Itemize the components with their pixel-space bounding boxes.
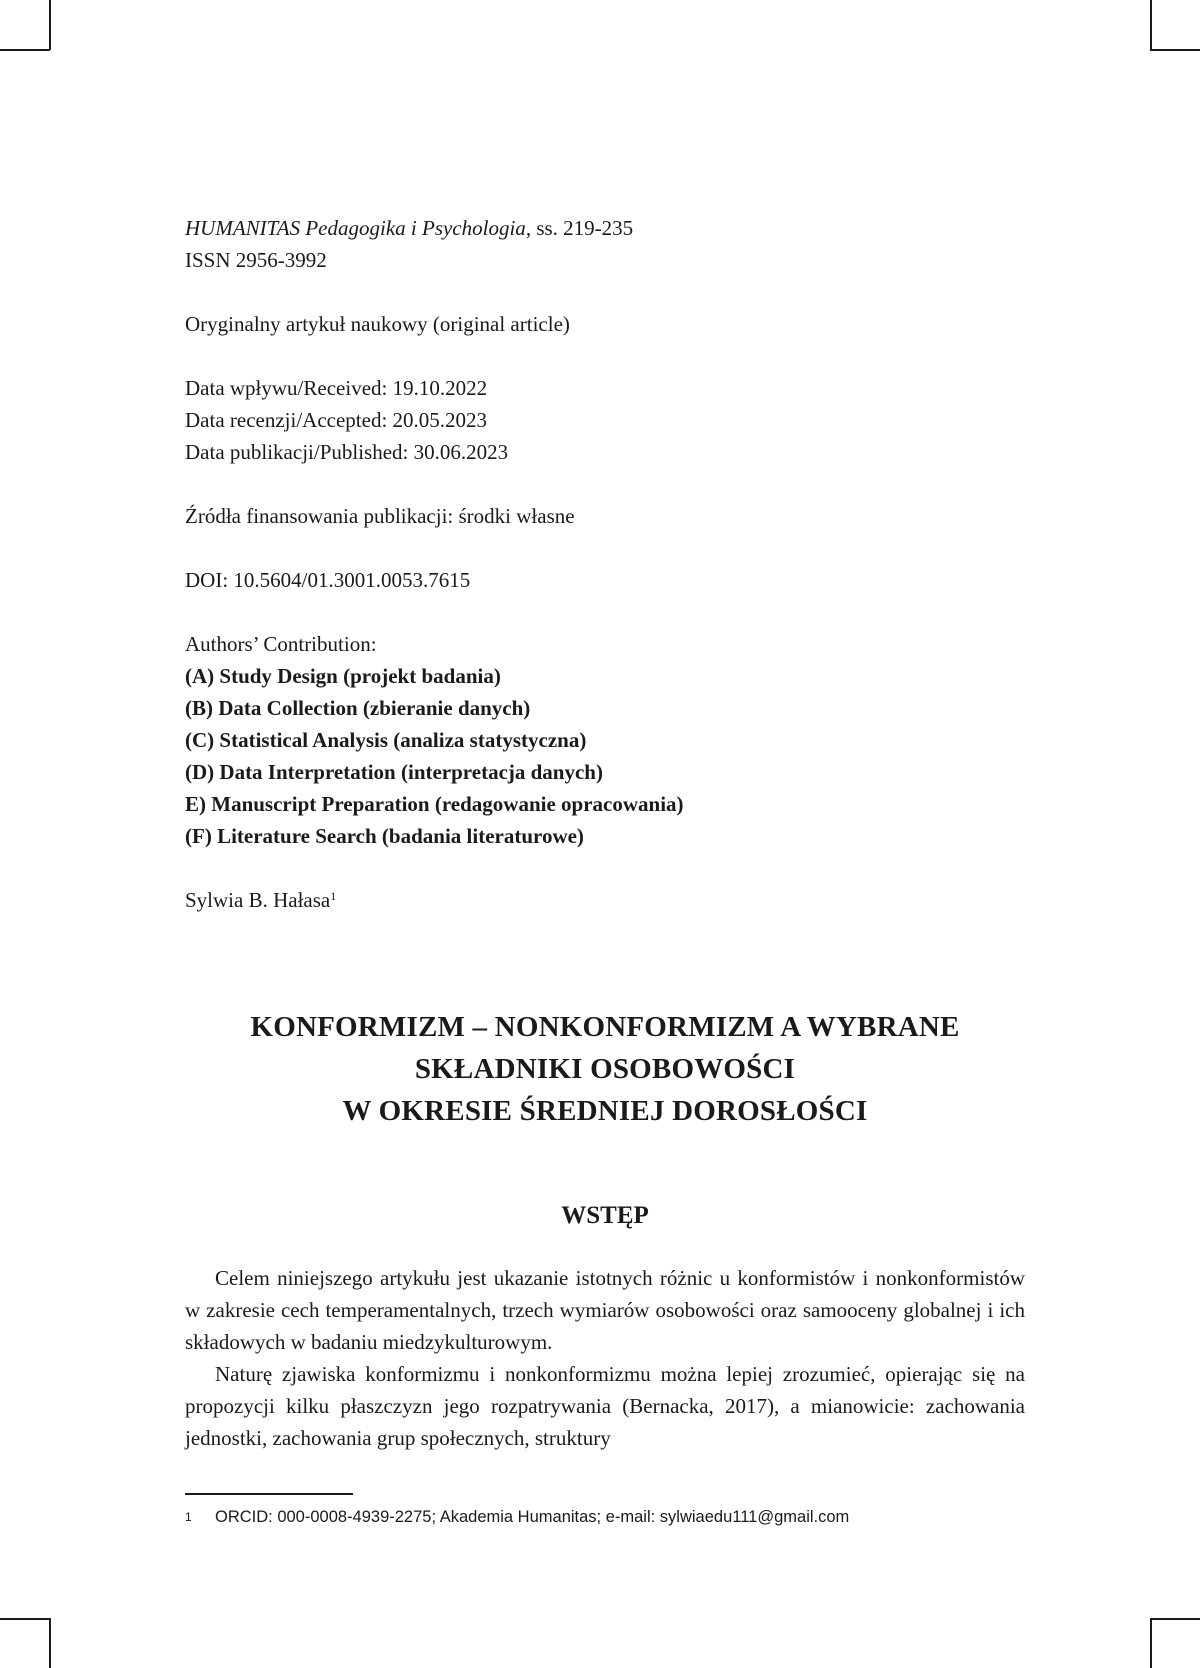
crop-mark-bottom-right-h	[1150, 1618, 1200, 1620]
crop-mark-top-right	[1150, 0, 1152, 50]
contribution-item-d: (D) Data Interpretation (interpretacja danych)	[185, 760, 603, 784]
crop-mark-bottom-left	[49, 1618, 51, 1668]
contribution-item-c: (C) Statistical Analysis (analiza statystyczna)	[185, 728, 587, 752]
body-text	[185, 1262, 1025, 1454]
contribution-item-f: (F) Literature Search (badania literaturowe)	[185, 824, 584, 848]
article-type: Oryginalny artykuł naukowy (original article)	[185, 312, 570, 336]
crop-mark-bottom-right	[1150, 1618, 1152, 1668]
author-footnote-ref: 1	[330, 889, 337, 903]
section-heading: WSTĘP	[561, 1202, 649, 1229]
crop-mark-top-left	[49, 0, 51, 50]
doi: DOI: 10.5604/01.3001.0053.7615	[185, 568, 471, 592]
crop-mark-top-left-h	[0, 49, 50, 51]
accepted-date: Data recenzji/Accepted: 20.05.2023	[185, 408, 488, 432]
published-date: Data publikacji/Published: 30.06.2023	[185, 440, 509, 464]
contribution-heading: Authors’ Contribution:	[185, 632, 377, 656]
crop-mark-bottom-left-h	[0, 1618, 50, 1620]
paragraph-2: Naturę zjawiska konformizmu i nonkonformizmu można lepiej zrozumieć, opierając się na propozycji kilku płaszczyzn jego rozpatrywania (Bernacka, 2017), a mianowicie: zachowania jednostki, zachowania grup społecznych, struktury	[185, 1362, 1025, 1450]
contribution-item-a: (A) Study Design (projekt badania)	[185, 664, 501, 688]
title-line-2: SKŁADNIKI OSOBOWOŚCI	[414, 1053, 796, 1085]
footnote-text: ORCID: 000-0008-4939-2275; Akademia Humanitas; e-mail: sylwiaedu111@gmail.com	[215, 1508, 850, 1526]
contribution-item-b: (B) Data Collection (zbieranie danych)	[185, 696, 531, 720]
author-line	[185, 884, 1045, 916]
funding-source: Źródła finansowania publikacji: środki własne	[185, 504, 575, 528]
journal-name: HUMANITAS Pedagogika i Psychologia	[185, 216, 526, 240]
footnote-mark: 1	[185, 1510, 192, 1524]
article-title	[185, 1006, 1025, 1132]
title-line-1: KONFORMIZM – NONKONFORMIZM A WYBRANE	[250, 1011, 960, 1043]
article-metadata	[185, 212, 1045, 916]
received-date: Data wpływu/Received: 19.10.2022	[185, 376, 488, 400]
footnote-rule	[185, 1493, 353, 1495]
issn: ISSN 2956-3992	[185, 248, 327, 272]
contribution-item-e: E) Manuscript Preparation (redagowanie opracowania)	[185, 792, 684, 816]
journal-line	[185, 212, 1045, 244]
crop-mark-top-right-h	[1150, 49, 1200, 51]
author-name: Sylwia B. Hałasa	[185, 888, 331, 912]
title-line-3: W OKRESIE ŚREDNIEJ DOROSŁOŚCI	[342, 1095, 868, 1127]
paragraph-1: Celem niniejszego artykułu jest ukazanie istotnych różnic u konformistów i nonkonformistów w zakresie cech temperamentalnych, trzech wymiarów osobowości oraz samooceny globalnej i ich składowych w badaniu miedzykulturowym.	[185, 1266, 1025, 1354]
page-range: , ss. 219-235	[525, 216, 634, 240]
footnote	[185, 1506, 1045, 1528]
